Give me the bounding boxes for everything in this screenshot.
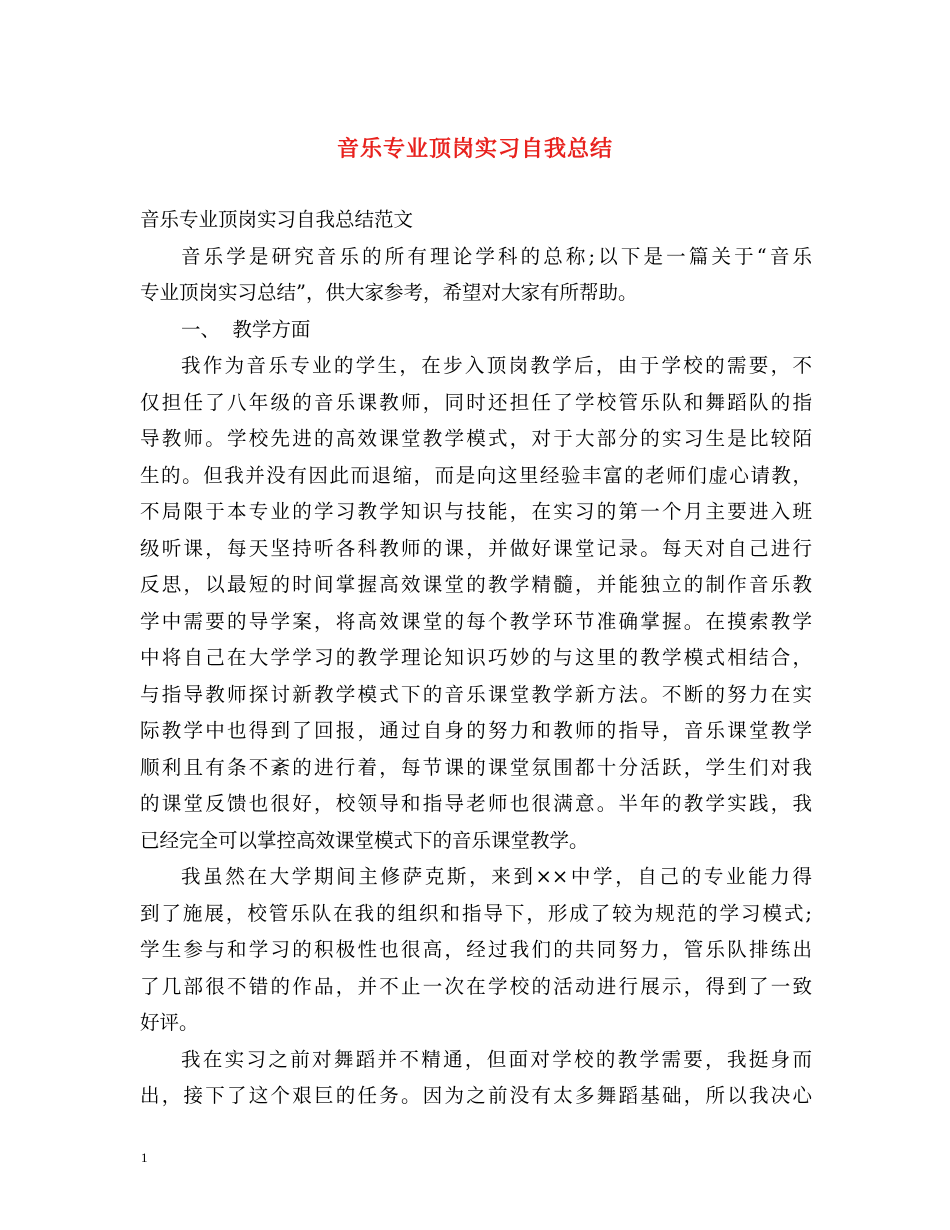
paragraph-line: 音乐学是研究音乐的所有理论学科的总称;以下是一篇关于“音乐 [181,244,812,268]
paragraph-line: 际教学中也得到了回报，通过自身的努力和教师的指导，音乐课堂教学 [140,719,812,742]
paragraph-line: 我作为音乐专业的学生，在步入顶岗教学后，由于学校的需要，不 [181,354,812,377]
paragraph-line: 专业顶岗实习总结”，供大家参考，希望对大家有所帮助。 [140,281,638,304]
paragraph-line: 了几部很不错的作品，并不止一次在学校的活动进行展示，得到了一致 [140,974,812,998]
document-title: 音乐专业顶岗实习自我总结 [336,137,613,162]
paragraph-line: 已经完全可以掌控高效课堂模式下的音乐课堂教学。 [140,828,589,852]
paragraph-line: 不局限于本专业的学习教学知识与技能，在实习的第一个月主要进入班 [140,500,812,523]
document-body [140,202,812,1115]
paragraph-line: 出，接下了这个艰巨的任务。因为之前没有太多舞蹈基础，所以我决心 [140,1084,812,1107]
paragraph-line: 我在实习之前对舞蹈并不精通，但面对学校的教学需要，我挺身而 [181,1047,812,1071]
paragraph-line: 仅担任了八年级的音乐课教师，同时还担任了学校管乐队和舞蹈队的指 [140,390,812,414]
document-subtitle: 音乐专业顶岗实习自我总结范文 [140,208,414,231]
paragraph-line: 反思，以最短的时间掌握高效课堂的教学精髓，并能独立的制作音乐教 [140,573,812,596]
paragraph-line: 的课堂反馈也很好，校领导和指导老师也很满意。半年的教学实践，我 [140,792,812,815]
paragraph-line: 生的。但我并没有因此而退缩，而是向这里经验丰富的老师们虚心请教， [140,463,812,487]
paragraph-line: 好评。 [140,1011,199,1034]
paragraph-line: 级听课，每天坚持听各科教师的课，并做好课堂记录。每天对自己进行 [140,536,812,560]
paragraph-line: 学中需要的导学案，将高效课堂的每个教学环节准确掌握。在摸索教学 [140,609,812,633]
paragraph-line: 与指导教师探讨新教学模式下的音乐课堂教学新方法。不断的努力在实 [140,682,812,706]
paragraph-line: 导教师。学校先进的高效课堂教学模式，对于大部分的实习生是比较陌 [140,427,812,450]
paragraph-line: 我虽然在大学期间主修萨克斯，来到××中学，自己的专业能力得 [181,865,812,888]
page-number: 1 [141,1150,148,1165]
section-heading: 一、 教学方面 [181,317,311,341]
paragraph-line: 顺利且有条不紊的进行着，每节课的课堂氛围都十分活跃，学生们对我 [140,755,812,779]
paragraph-line: 中将自己在大学学习的教学理论知识巧妙的与这里的教学模式相结合， [140,646,812,669]
paragraph-line: 学生参与和学习的积极性也很高，经过我们的共同努力，管乐队排练出 [140,938,812,961]
paragraph-line: 到了施展，校管乐队在我的组织和指导下，形成了较为规范的学习模式; [140,901,812,925]
